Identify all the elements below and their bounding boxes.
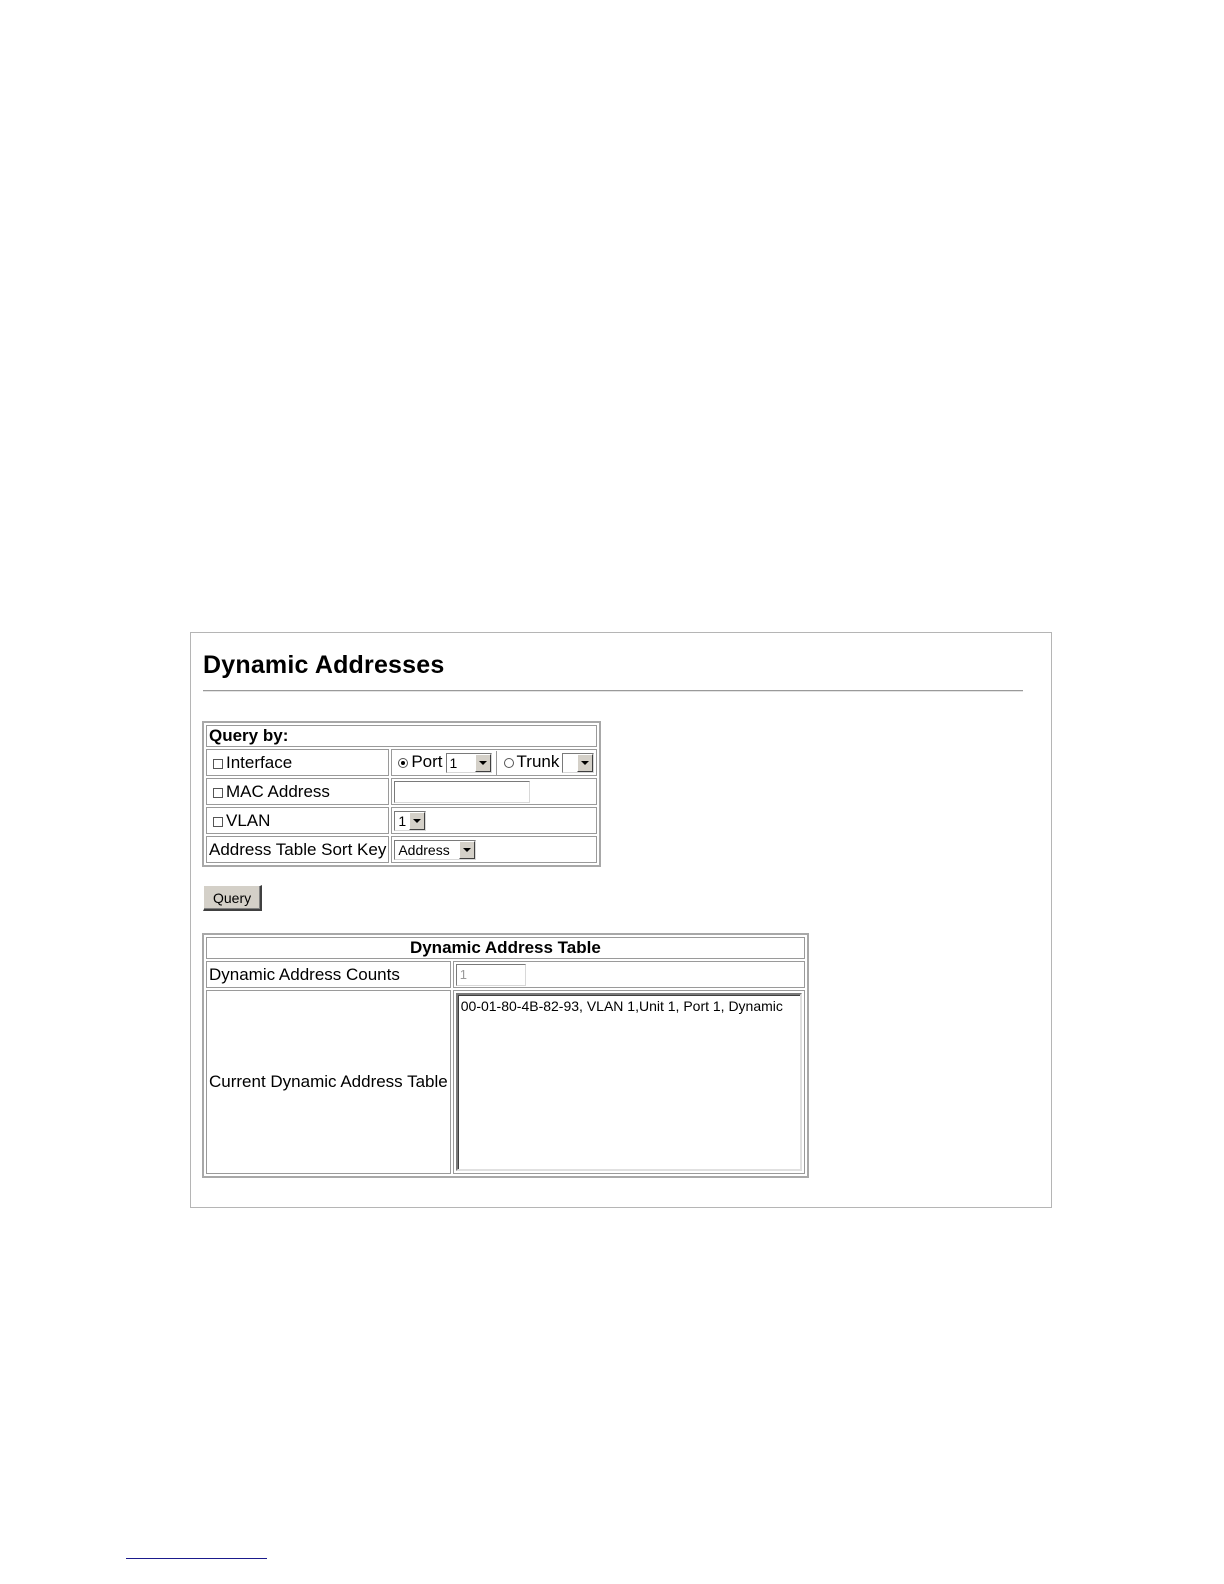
vlan-label: VLAN [226,810,271,830]
vlan-row [206,807,597,834]
query-button[interactable]: Query [203,885,262,911]
dynamic-table-title: Dynamic Address Table [206,937,805,959]
title-divider [203,690,1023,692]
trunk-radio[interactable] [504,758,514,768]
interface-checkbox[interactable] [213,759,223,769]
port-select[interactable] [446,753,492,773]
vlan-cell [206,807,389,834]
sort-key-select[interactable] [394,840,476,860]
vlan-checkbox[interactable] [213,817,223,827]
trunk-select-value [563,754,577,772]
address-list-box[interactable] [456,993,802,1171]
trunk-label: Trunk [516,751,560,771]
dynamic-address-table [202,933,809,1178]
option-divider [496,751,497,775]
interface-cell [206,749,389,776]
chevron-down-icon[interactable] [475,754,491,772]
current-table-cell [453,990,805,1174]
mac-label: MAC Address [226,781,330,801]
port-select-value: 1 [449,754,458,771]
mac-address-input[interactable] [394,781,530,803]
current-table-label: Current Dynamic Address Table [206,990,451,1174]
sort-key-value: Address [398,841,450,858]
query-header: Query by: [206,725,597,747]
sort-select-cell [391,836,597,863]
port-label: Port [411,751,443,771]
chevron-down-icon[interactable] [409,812,425,830]
list-item[interactable]: 00-01-80-4B-82-93, VLAN 1,Unit 1, Port 1, Dynamic [460,998,783,1014]
current-table-row [206,990,805,1174]
chevron-down-icon[interactable] [459,841,475,859]
mac-row [206,778,597,805]
vlan-select-cell [391,807,597,834]
screenshot-frame [190,632,1052,1208]
footnote-rule [126,1558,267,1559]
mac-input-cell [391,778,597,805]
mac-checkbox[interactable] [213,788,223,798]
counts-label: Dynamic Address Counts [206,961,451,988]
counts-row [206,961,805,988]
counts-field: 1 [456,964,526,986]
trunk-select[interactable] [562,753,594,773]
page-title: Dynamic Addresses [203,651,445,679]
interface-label: Interface [226,752,293,772]
query-table [202,721,601,867]
port-radio[interactable] [398,758,408,768]
vlan-select[interactable] [394,811,426,831]
chevron-down-icon[interactable] [577,754,593,772]
mac-cell [206,778,389,805]
counts-value-cell [453,961,805,988]
interface-row [206,749,597,776]
vlan-select-value: 1 [398,812,407,829]
interface-options-cell [391,749,597,776]
sort-row [206,836,597,863]
sort-label: Address Table Sort Key [206,836,389,863]
